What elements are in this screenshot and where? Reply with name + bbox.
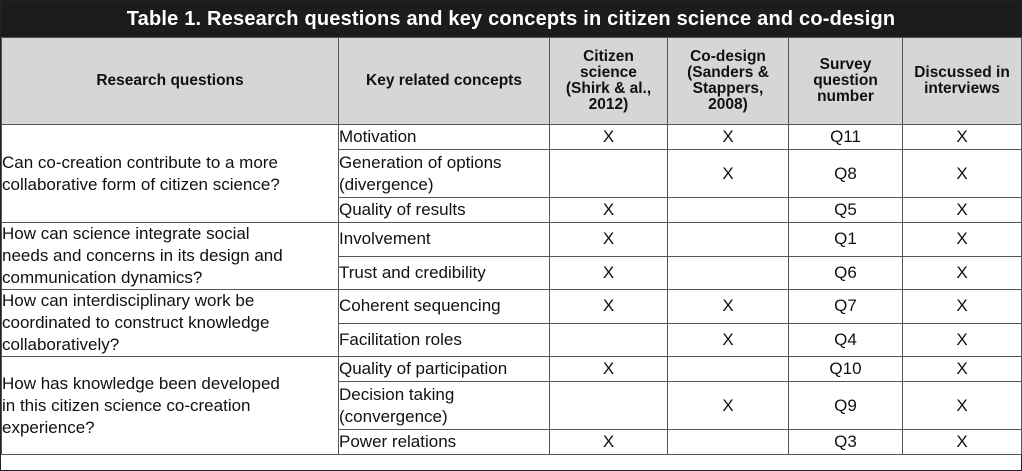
interviews-mark: X	[903, 323, 1022, 357]
interviews-mark: X	[903, 430, 1022, 455]
header-survey-question	[789, 38, 903, 125]
key-concept-line: Involvement	[339, 229, 431, 249]
interviews-mark: X	[903, 256, 1022, 290]
research-question-line: experience?	[2, 417, 95, 437]
research-question-line: collaborative form of citizen science?	[2, 174, 280, 194]
header-line: Stappers,	[692, 80, 764, 97]
header-line: interviews	[924, 80, 1000, 97]
citizen-science-mark	[550, 382, 668, 430]
interviews-mark: X	[903, 290, 1022, 324]
header-line: science	[580, 64, 637, 81]
table-body	[2, 125, 1022, 455]
key-concept-cell	[339, 357, 550, 382]
research-question-cell	[2, 223, 339, 290]
codesign-mark	[668, 198, 789, 223]
key-concept-line: Power relations	[339, 432, 457, 451]
survey-question-number: Q10	[789, 357, 903, 382]
header-line: 2012)	[588, 96, 629, 113]
key-concept-line: Facilitation roles	[339, 329, 462, 349]
citizen-science-mark: X	[550, 430, 668, 455]
survey-question-number: Q3	[789, 430, 903, 455]
key-concept-cell	[339, 323, 550, 357]
key-concept-cell	[339, 290, 550, 324]
key-concept-line: Quality of participation	[339, 359, 508, 378]
codesign-mark: X	[668, 290, 789, 324]
citizen-science-mark: X	[550, 256, 668, 290]
codesign-mark	[668, 357, 789, 382]
header-row	[2, 38, 1022, 125]
key-concept-line: (convergence)	[339, 406, 448, 426]
header-line: (Sanders &	[687, 64, 769, 81]
codesign-mark: X	[668, 323, 789, 357]
citizen-science-mark: X	[550, 125, 668, 150]
key-concept-line: Trust and credibility	[339, 262, 486, 282]
key-concept-cell	[339, 150, 550, 198]
interviews-mark: X	[903, 223, 1022, 257]
citizen-science-mark: X	[550, 357, 668, 382]
research-question-line: How can science integrate social	[2, 224, 250, 243]
header-research-questions: Research questions	[2, 38, 339, 125]
interviews-mark: X	[903, 150, 1022, 198]
interviews-mark: X	[903, 382, 1022, 430]
citizen-science-mark	[550, 323, 668, 357]
research-question-line: Can co-creation contribute to a more	[2, 152, 278, 172]
citizen-science-mark: X	[550, 290, 668, 324]
table-row	[2, 125, 1022, 150]
research-question-line: needs and concerns in its design and	[2, 246, 283, 265]
research-table	[1, 37, 1022, 455]
interviews-mark: X	[903, 198, 1022, 223]
interviews-mark: X	[903, 125, 1022, 150]
citizen-science-mark: X	[550, 223, 668, 257]
survey-question-number: Q6	[789, 256, 903, 290]
survey-question-number: Q11	[789, 125, 903, 150]
survey-question-number: Q9	[789, 382, 903, 430]
survey-question-number: Q1	[789, 223, 903, 257]
survey-question-number: Q8	[789, 150, 903, 198]
key-concept-line: Generation of options	[339, 152, 502, 172]
key-concept-cell	[339, 382, 550, 430]
header-line: 2008)	[708, 96, 748, 113]
table-row	[2, 357, 1022, 382]
key-concept-line: Decision taking	[339, 384, 455, 404]
codesign-mark: X	[668, 125, 789, 150]
research-question-cell	[2, 125, 339, 223]
header-line: Discussed in	[914, 64, 1010, 81]
research-question-line: How can interdisciplinary work be	[2, 291, 255, 310]
header-line: Citizen	[583, 48, 634, 65]
key-concept-cell	[339, 125, 550, 150]
key-concept-line: Motivation	[339, 127, 417, 146]
header-line: Survey	[819, 56, 872, 73]
research-question-cell	[2, 357, 339, 455]
codesign-mark: X	[668, 150, 789, 198]
header-line: number	[817, 88, 874, 105]
header-line: (Shirk & al.,	[565, 80, 652, 97]
survey-question-number: Q5	[789, 198, 903, 223]
key-concept-line: Quality of results	[339, 200, 466, 219]
header-citizen-science	[550, 38, 668, 125]
key-concept-cell	[339, 430, 550, 455]
header-line: question	[813, 72, 878, 89]
key-concept-cell	[339, 256, 550, 290]
header-interviews	[903, 38, 1022, 125]
key-concept-cell	[339, 223, 550, 257]
research-question-line: coordinated to construct knowledge	[2, 313, 270, 332]
codesign-mark	[668, 223, 789, 257]
key-concept-cell	[339, 198, 550, 223]
citizen-science-mark: X	[550, 198, 668, 223]
codesign-mark	[668, 256, 789, 290]
research-question-line: communication dynamics?	[2, 268, 203, 287]
codesign-mark: X	[668, 382, 789, 430]
codesign-mark	[668, 430, 789, 455]
interviews-mark: X	[903, 357, 1022, 382]
research-question-line: in this citizen science co-creation	[2, 395, 251, 415]
research-question-line: How has knowledge been developed	[2, 373, 280, 393]
header-key-concepts: Key related concepts	[339, 38, 550, 125]
table-title: Table 1. Research questions and key concepts in citizen science and co-design	[1, 1, 1021, 37]
citizen-science-mark	[550, 150, 668, 198]
research-question-line: collaboratively?	[2, 335, 120, 354]
header-line: Co-design	[690, 48, 766, 65]
table-row	[2, 223, 1022, 257]
research-question-cell	[2, 290, 339, 357]
table-row	[2, 290, 1022, 324]
key-concept-line: Coherent sequencing	[339, 296, 501, 316]
header-codesign	[668, 38, 789, 125]
survey-question-number: Q7	[789, 290, 903, 324]
survey-question-number: Q4	[789, 323, 903, 357]
key-concept-line: (divergence)	[339, 174, 434, 194]
